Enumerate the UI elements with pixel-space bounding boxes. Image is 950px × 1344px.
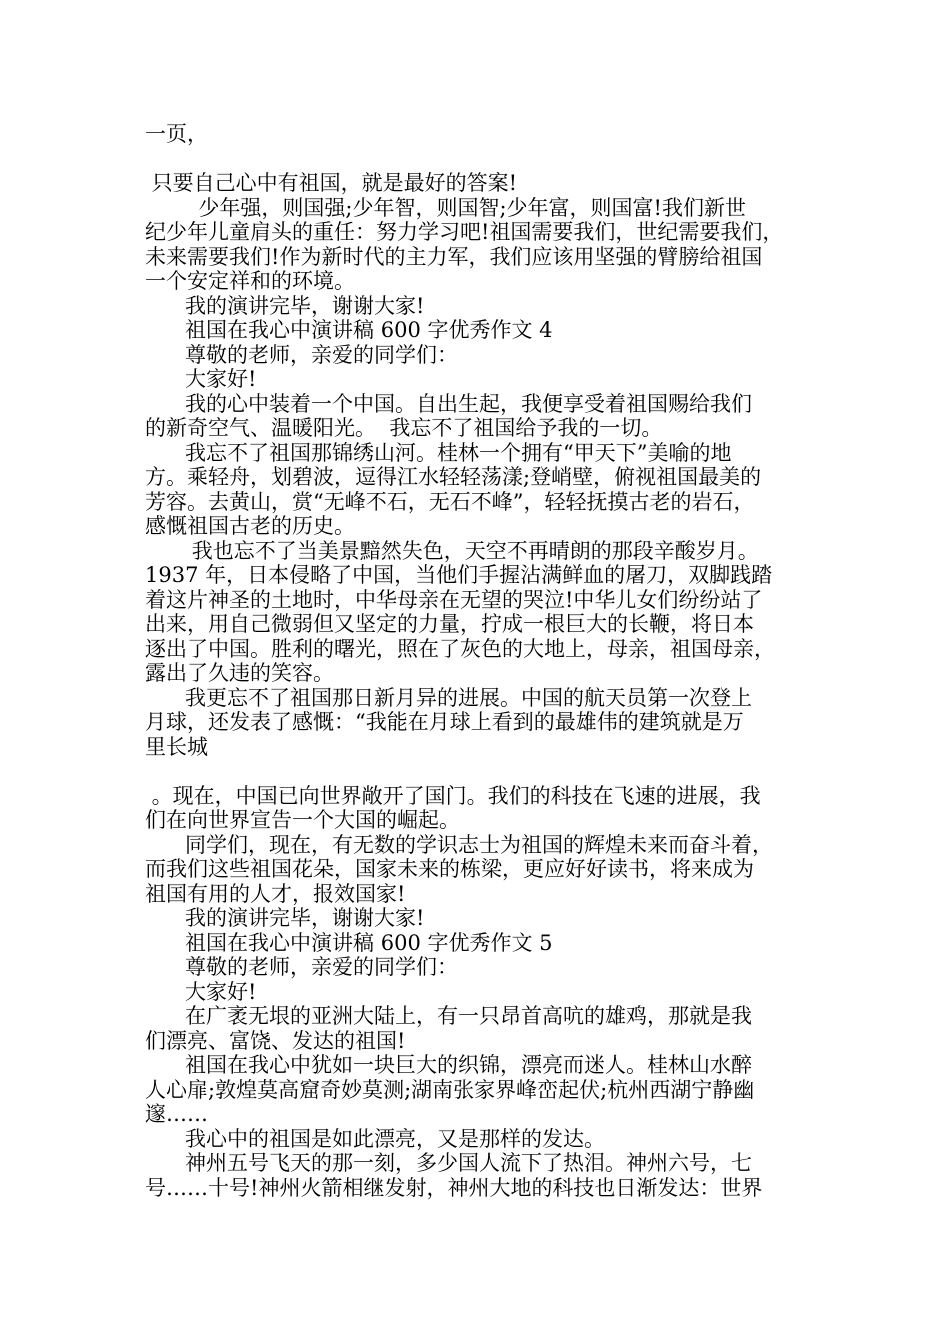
text-line: 们漂亮、富饶、发达的祖国!: [145, 1028, 406, 1053]
text-line: 们在向世界宣告一个大国的崛起。: [145, 808, 460, 832]
text-line: 芳容。去黄山，赏“无峰不石，无石不峰”，轻轻抚摸古老的岩石，: [145, 489, 755, 514]
text-line: 1937 年，日本侵略了中国，当他们手握沾满鲜血的屠刀，双脚践踏: [145, 563, 773, 587]
text-line: 未来需要我们!作为新时代的主力军，我们应该用坚强的臂膀给祖国: [145, 244, 763, 269]
text-line: 。现在，中国已向世界敞开了国门。我们的科技在飞速的进展，我: [145, 783, 761, 808]
text-line: 而我们这些祖国花朵，国家未来的栋梁，更应好好读书，将来成为: [145, 857, 754, 881]
text-line: 祖国有用的人才，报效国家!: [145, 881, 406, 906]
text-line: 一个安定祥和的环境。: [145, 269, 355, 293]
text-line: 大家好!: [145, 979, 257, 1004]
text-line: 同学们，现在，有无数的学识志士为祖国的辉煌未来而奋斗着，: [145, 832, 774, 857]
text-line: 只要自己心中有祖国，就是最好的答案!: [145, 171, 518, 195]
text-line: 少年强，则国强;少年智，则国智;少年富，则国富!我们新世: [145, 195, 746, 220]
blank-line: [145, 759, 813, 784]
text-line: 我忘不了祖国那锦绣山河。桂林一个拥有“甲天下”美喻的地: [145, 440, 732, 465]
text-line: 大家好!: [145, 367, 257, 391]
text-line: 尊敬的老师，亲爱的同学们：: [145, 955, 459, 979]
text-line: 号……十号!神州火箭相继发射，神州大地的科技也日渐发达：世界: [145, 1175, 763, 1200]
text-line: 纪少年儿童肩头的重任：努力学习吧!祖国需要我们，世纪需要我们，: [145, 220, 784, 244]
text-line: 尊敬的老师，亲爱的同学们：: [145, 342, 459, 367]
text-line: 祖国在我心中演讲稿 600 字优秀作文 5: [145, 930, 553, 955]
text-line: 的新奇空气、温暖阳光。 我忘不了祖国给予我的一切。: [145, 416, 663, 440]
text-line: 一页，: [145, 122, 208, 146]
text-line: 方。乘轻舟，划碧波，逗得江水轻轻荡漾;登峭壁，俯视祖国最美的: [145, 465, 762, 489]
text-line: 感慨祖国古老的历史。: [145, 514, 355, 538]
text-line: 祖国在我心中犹如一块巨大的织锦，漂亮而迷人。桂林山水醉: [145, 1053, 753, 1077]
text-line: 在广袤无垠的亚洲大陆上，有一只昂首高吭的雄鸡，那就是我: [145, 1004, 753, 1028]
text-line: 出来，用自己微弱但又坚定的力量，拧成一根巨大的长鞭，将日本: [145, 612, 754, 636]
text-line: 月球，还发表了感慨：“我能在月球上看到的最雄伟的建筑就是万: [145, 710, 744, 734]
text-line: 我也忘不了当美景黯然失色，天空不再晴朗的那段辛酸岁月。: [145, 538, 759, 563]
text-line: 人心扉;敦煌莫高窟奇妙莫测;湖南张家界峰峦起伏;杭州西湖宁静幽: [145, 1077, 755, 1102]
text-line: 我的演讲完毕，谢谢大家!: [145, 293, 425, 318]
text-line: 邃……: [145, 1102, 208, 1126]
text-line: 我心中的祖国是如此漂亮，又是那样的发达。: [145, 1126, 606, 1151]
text-line: 我的演讲完毕，谢谢大家!: [145, 906, 425, 930]
text-line: 逐出了中国。胜利的曙光，照在了灰色的大地上，母亲，祖国母亲，: [145, 636, 775, 661]
text-line: 露出了久违的笑容。: [145, 661, 334, 685]
text-line: 我更忘不了祖国那日新月异的进展。中国的航天员第一次登上: [145, 685, 753, 710]
blank-line: [145, 147, 813, 172]
document-body: [145, 122, 813, 1200]
text-line: 神州五号飞天的那一刻，多少国人流下了热泪。神州六号，七: [145, 1151, 753, 1175]
text-line: 里长城: [145, 734, 208, 759]
text-line: 我的心中装着一个中国。自出生起，我便享受着祖国赐给我们: [145, 391, 753, 416]
text-line: 着这片神圣的土地时，中华母亲在无望的哭泣!中华儿女们纷纷站了: [145, 587, 763, 612]
text-line: 祖国在我心中演讲稿 600 字优秀作文 4: [145, 318, 553, 342]
